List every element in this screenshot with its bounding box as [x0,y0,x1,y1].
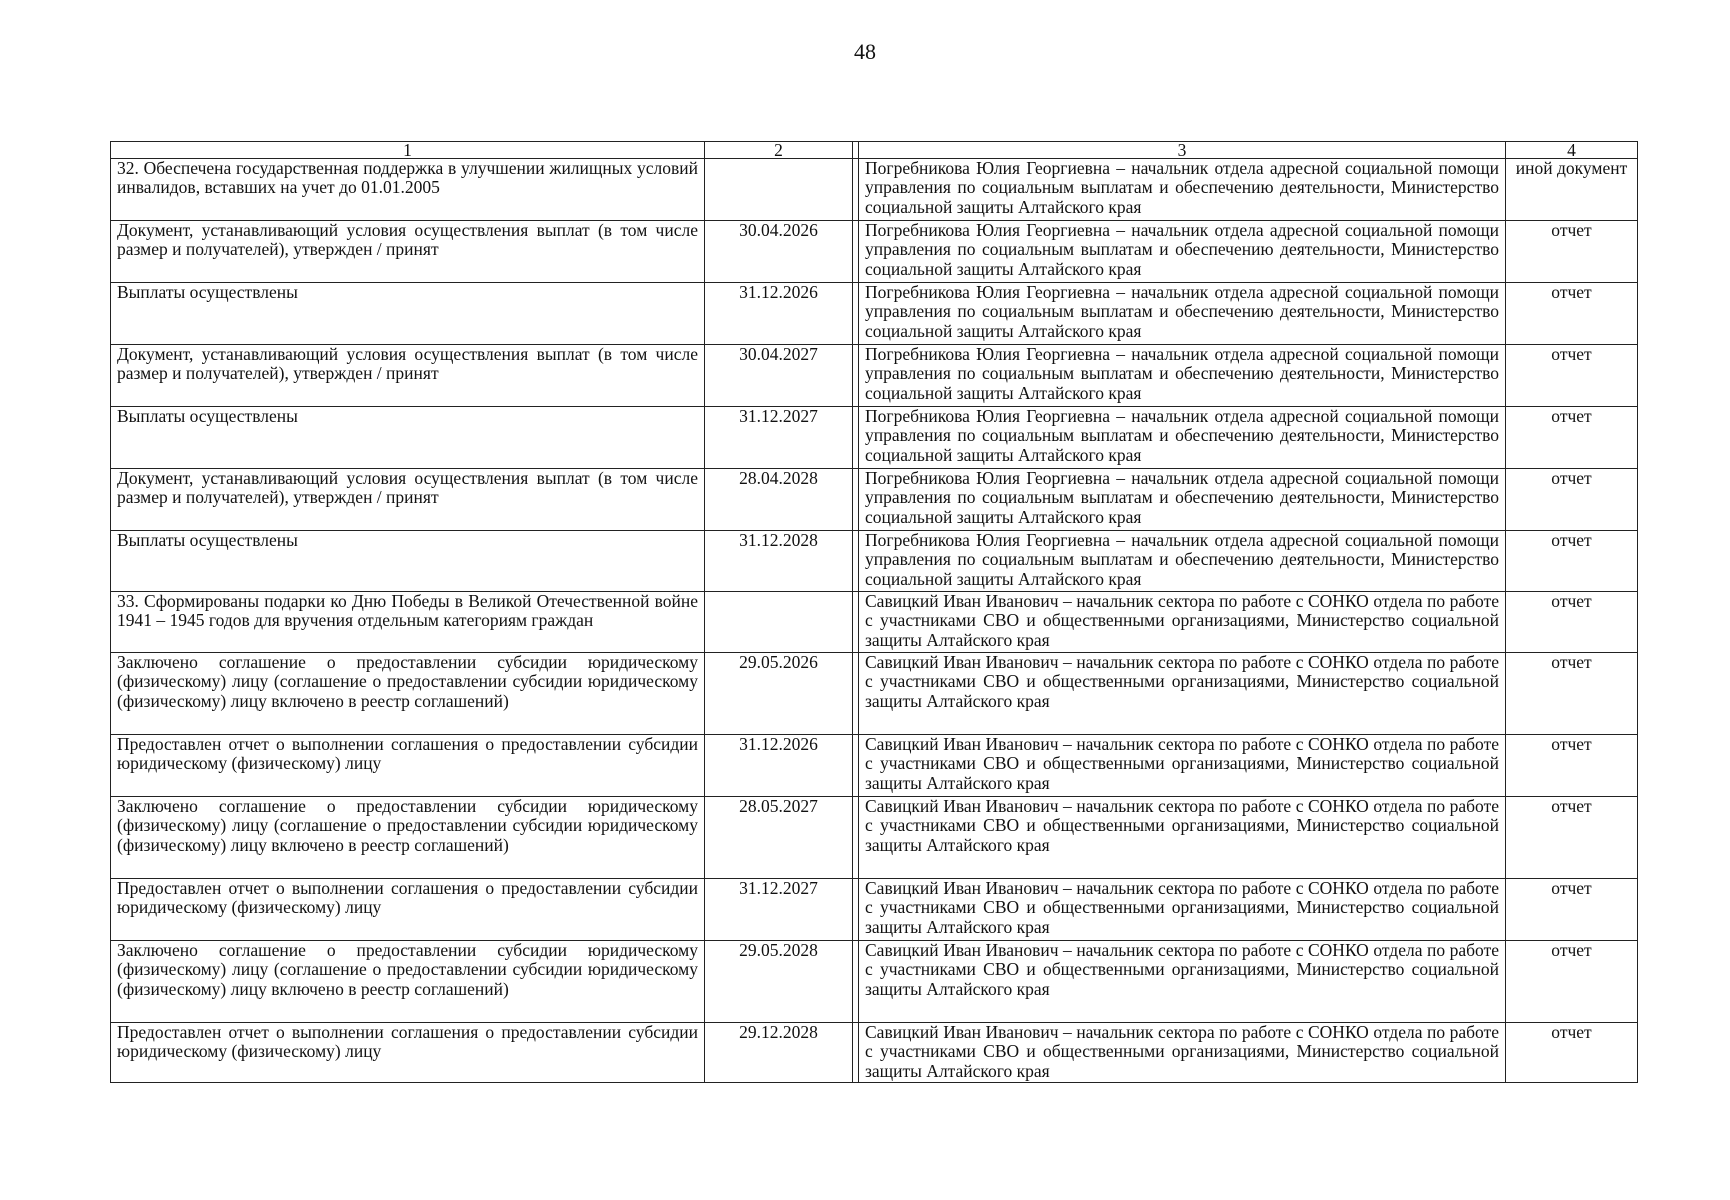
table-row [111,592,1638,653]
task-cell: Предоставлен отчет о выполнении соглашения о предоставлении субсидии юридическому (физическому) лицу [111,1023,705,1083]
date-cell: 29.12.2028 [705,1023,853,1083]
task-cell: Выплаты осуществлены [111,283,705,345]
document-type-cell: отчет [1506,1023,1638,1083]
table-row [111,159,1638,221]
date-cell: 31.12.2027 [705,407,853,469]
column-header-1: 1 [111,142,705,159]
document-type-cell: отчет [1506,879,1638,941]
document-type-cell: отчет [1506,797,1638,879]
document-type-cell: отчет [1506,531,1638,592]
date-cell: 28.04.2028 [705,469,853,531]
task-cell: Заключено соглашение о предоставлении субсидии юридическому (физическому) лицу (соглашение о предоставлении субсидии юридическому (физическому) лицу включено в реестр соглашений) [111,941,705,1023]
date-cell [705,592,853,653]
responsible-cell: Погребникова Юлия Георгиевна – начальник отдела адресной социальной помощи управления по социальным выплатам и обеспечению деятельности, Министерство социальной защиты Алтайского края [859,407,1506,469]
responsible-cell: Савицкий Иван Иванович – начальник сектора по работе с СОНКО отдела по работе с участниками СВО и общественными организациями, Министерство социальной защиты Алтайского края [859,735,1506,797]
responsible-cell: Савицкий Иван Иванович – начальник сектора по работе с СОНКО отдела по работе с участниками СВО и общественными организациями, Министерство социальной защиты Алтайского края [859,879,1506,941]
responsible-cell: Погребникова Юлия Георгиевна – начальник отдела адресной социальной помощи управления по социальным выплатам и обеспечению деятельности, Министерство социальной защиты Алтайского края [859,345,1506,407]
table-row [111,735,1638,797]
date-cell: 31.12.2026 [705,735,853,797]
table-row [111,879,1638,941]
table-row [111,653,1638,735]
document-type-cell: отчет [1506,941,1638,1023]
responsible-cell: Савицкий Иван Иванович – начальник сектора по работе с СОНКО отдела по работе с участниками СВО и общественными организациями, Министерство социальной защиты Алтайского края [859,653,1506,735]
table-row [111,283,1638,345]
table-row [111,221,1638,283]
document-type-cell: иной документ [1506,159,1638,221]
plan-table [110,141,1638,1083]
task-cell: Предоставлен отчет о выполнении соглашения о предоставлении субсидии юридическому (физическому) лицу [111,879,705,941]
task-cell: Выплаты осуществлены [111,531,705,592]
date-cell: 29.05.2028 [705,941,853,1023]
document-type-cell: отчет [1506,592,1638,653]
column-header-4: 4 [1506,142,1638,159]
responsible-cell: Погребникова Юлия Георгиевна – начальник отдела адресной социальной помощи управления по социальным выплатам и обеспечению деятельности, Министерство социальной защиты Алтайского края [859,531,1506,592]
task-cell: Выплаты осуществлены [111,407,705,469]
document-type-cell: отчет [1506,407,1638,469]
table-row [111,469,1638,531]
responsible-cell: Савицкий Иван Иванович – начальник сектора по работе с СОНКО отдела по работе с участниками СВО и общественными организациями, Министерство социальной защиты Алтайского края [859,941,1506,1023]
responsible-cell: Савицкий Иван Иванович – начальник сектора по работе с СОНКО отдела по работе с участниками СВО и общественными организациями, Министерство социальной защиты Алтайского края [859,1023,1506,1083]
document-type-cell: отчет [1506,221,1638,283]
task-cell: Заключено соглашение о предоставлении субсидии юридическому (физическому) лицу (соглашение о предоставлении субсидии юридическому (физическому) лицу включено в реестр соглашений) [111,797,705,879]
document-type-cell: отчет [1506,345,1638,407]
column-header-2: 2 [705,142,853,159]
page-number: 48 [854,39,876,64]
table-row [111,1023,1638,1083]
document-type-cell: отчет [1506,469,1638,531]
table-row [111,531,1638,592]
task-cell: 32. Обеспечена государственная поддержка в улучшении жилищных условий инвалидов, вставших на учет до 01.01.2005 [111,159,705,221]
task-cell: Документ, устанавливающий условия осуществления выплат (в том числе размер и получателей), утвержден / принят [111,469,705,531]
table-body [111,142,1638,1083]
responsible-cell: Погребникова Юлия Георгиевна – начальник отдела адресной социальной помощи управления по социальным выплатам и обеспечению деятельности, Министерство социальной защиты Алтайского края [859,283,1506,345]
header-row [111,142,1638,159]
date-cell: 30.04.2026 [705,221,853,283]
document-type-cell: отчет [1506,735,1638,797]
date-cell: 31.12.2028 [705,531,853,592]
responsible-cell: Погребникова Юлия Георгиевна – начальник отдела адресной социальной помощи управления по социальным выплатам и обеспечению деятельности, Министерство социальной защиты Алтайского края [859,469,1506,531]
responsible-cell: Погребникова Юлия Георгиевна – начальник отдела адресной социальной помощи управления по социальным выплатам и обеспечению деятельности, Министерство социальной защиты Алтайского края [859,159,1506,221]
responsible-cell: Погребникова Юлия Георгиевна – начальник отдела адресной социальной помощи управления по социальным выплатам и обеспечению деятельности, Министерство социальной защиты Алтайского края [859,221,1506,283]
document-type-cell: отчет [1506,653,1638,735]
column-header-3: 3 [859,142,1506,159]
task-cell: Предоставлен отчет о выполнении соглашения о предоставлении субсидии юридическому (физическому) лицу [111,735,705,797]
task-cell: 33. Сформированы подарки ко Дню Победы в Великой Отечественной войне 1941 – 1945 годов для вручения отдельным категориям граждан [111,592,705,653]
task-cell: Заключено соглашение о предоставлении субсидии юридическому (физическому) лицу (соглашение о предоставлении субсидии юридическому (физическому) лицу включено в реестр соглашений) [111,653,705,735]
responsible-cell: Савицкий Иван Иванович – начальник сектора по работе с СОНКО отдела по работе с участниками СВО и общественными организациями, Министерство социальной защиты Алтайского края [859,592,1506,653]
date-cell: 28.05.2027 [705,797,853,879]
responsible-cell: Савицкий Иван Иванович – начальник сектора по работе с СОНКО отдела по работе с участниками СВО и общественными организациями, Министерство социальной защиты Алтайского края [859,797,1506,879]
table-row [111,941,1638,1023]
date-cell: 29.05.2026 [705,653,853,735]
table-row [111,345,1638,407]
date-cell [705,159,853,221]
task-cell: Документ, устанавливающий условия осуществления выплат (в том числе размер и получателей), утвержден / принят [111,345,705,407]
table-row [111,797,1638,879]
task-cell: Документ, устанавливающий условия осуществления выплат (в том числе размер и получателей), утвержден / принят [111,221,705,283]
table-row [111,407,1638,469]
date-cell: 31.12.2026 [705,283,853,345]
date-cell: 30.04.2027 [705,345,853,407]
date-cell: 31.12.2027 [705,879,853,941]
document-type-cell: отчет [1506,283,1638,345]
